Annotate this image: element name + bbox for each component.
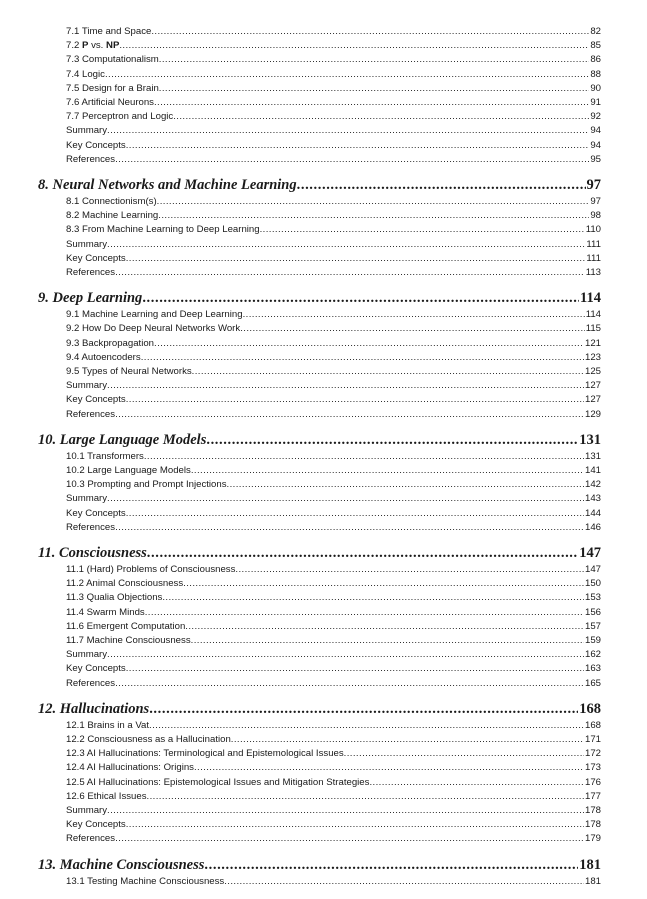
section-title: 8.2 Machine Learning [66, 210, 159, 222]
page-number: 163 [584, 663, 601, 675]
page-number: 147 [579, 545, 601, 561]
page-number: 85 [590, 40, 601, 52]
toc-section-entry[interactable] [66, 634, 601, 648]
dot-leader [144, 450, 584, 464]
dot-leader [162, 591, 584, 605]
toc-chapter-entry[interactable] [38, 699, 601, 719]
section-title: 11.4 Swarm Minds [66, 606, 145, 618]
toc-section-entry[interactable] [66, 195, 601, 209]
dot-leader [151, 25, 589, 39]
toc-section-entry[interactable] [66, 606, 601, 620]
section-title: Key Concepts [66, 394, 126, 406]
page-number: 173 [584, 762, 601, 774]
page-number: 91 [590, 97, 601, 108]
dot-leader [142, 288, 579, 308]
page-number: 179 [584, 833, 601, 845]
dot-leader [206, 430, 578, 450]
page-number: 123 [584, 351, 601, 363]
section-title: 12.2 Consciousness as a Hallucination [66, 734, 231, 745]
page-number: 127 [584, 380, 601, 392]
page-number: 121 [584, 337, 601, 349]
toc-section-entry[interactable] [66, 223, 601, 237]
page-number: 131 [584, 450, 601, 462]
toc-section-entry[interactable] [66, 507, 601, 521]
section-title: 7.6 Artificial Neurons [66, 97, 154, 108]
dot-leader [141, 351, 584, 365]
page-number: 98 [590, 210, 601, 222]
toc-section-entry[interactable] [66, 139, 601, 153]
dot-leader [126, 393, 584, 407]
section-title: References [66, 408, 116, 420]
page-number: 115 [585, 323, 601, 335]
section-title: 7.3 Computationalism [66, 54, 159, 66]
section-title: 12.3 AI Hallucinations: Terminological and Epistemological Issues [66, 748, 344, 760]
toc-section-entry[interactable] [66, 379, 601, 393]
toc-section-entry[interactable] [66, 620, 601, 634]
page-number: 114 [580, 290, 601, 307]
page-number: 111 [586, 252, 601, 264]
chapter-title: 11. Consciousness [38, 545, 147, 561]
dot-leader [158, 209, 589, 223]
dot-leader [107, 492, 584, 506]
toc-section-entry[interactable] [66, 521, 601, 535]
dot-leader [115, 521, 584, 535]
section-title: Summary [66, 493, 108, 505]
section-title: 8.1 Connectionism(s) [66, 196, 157, 207]
toc-section-entry[interactable] [66, 719, 601, 733]
section-title: Summary [66, 805, 108, 816]
section-title: 11.7 Machine Consciousness [66, 635, 191, 646]
page-number: 168 [584, 719, 601, 731]
section-title: 7.2 P vs. NP [66, 40, 120, 52]
page-number: 172 [584, 748, 601, 760]
page-number: 110 [585, 224, 601, 236]
page-number: 114 [585, 309, 601, 321]
dot-leader [224, 875, 584, 889]
section-title: References [66, 267, 116, 278]
toc-section-entry[interactable] [66, 662, 601, 676]
section-title: 12.4 AI Hallucinations: Origins [66, 762, 194, 774]
dot-leader [107, 804, 584, 818]
toc-section-entry[interactable] [66, 563, 601, 577]
toc-section-entry[interactable] [66, 124, 601, 138]
dot-leader [240, 322, 585, 336]
toc-section-entry[interactable] [66, 591, 601, 605]
toc-section-entry[interactable] [66, 53, 601, 67]
page-number: 88 [590, 68, 601, 80]
toc-section-entry[interactable] [66, 818, 601, 832]
section-title: 11.3 Qualia Objections [66, 592, 163, 604]
section-title: 9.4 Autoencoders [66, 351, 141, 363]
dot-leader [191, 464, 584, 478]
section-title: 7.7 Perceptron and Logic [66, 111, 174, 123]
toc-section-entry[interactable] [66, 25, 601, 39]
page-number: 92 [590, 111, 601, 123]
page-number: 142 [584, 479, 601, 491]
section-title: Summary [66, 649, 108, 661]
chapter-title: 9. Deep Learning [38, 290, 143, 307]
page-number: 141 [584, 465, 601, 476]
page-number: 178 [584, 805, 601, 816]
page-number: 90 [590, 82, 601, 94]
page-number: 94 [590, 139, 601, 151]
page-number: 129 [584, 408, 601, 420]
toc-section-entry[interactable] [66, 648, 601, 662]
dot-leader [369, 776, 584, 790]
section-title: 9.2 How Do Deep Neural Networks Work [66, 323, 241, 335]
dot-leader [183, 577, 584, 591]
page-number: 131 [579, 431, 601, 448]
toc-section-entry[interactable] [66, 450, 601, 464]
dot-leader [185, 620, 584, 634]
section-title: Key Concepts [66, 507, 126, 519]
page-number: 95 [590, 153, 601, 165]
toc-section-entry[interactable] [66, 733, 601, 747]
toc-section-entry[interactable] [66, 308, 601, 322]
dot-leader [115, 266, 585, 280]
page-number: 176 [584, 776, 601, 788]
toc-section-entry[interactable] [66, 464, 601, 478]
page-number: 181 [579, 856, 601, 873]
section-title: 13.1 Testing Machine Consciousness [66, 875, 225, 887]
dot-leader [227, 478, 584, 492]
dot-leader [126, 818, 584, 832]
section-title: 7.5 Design for a Brain [66, 82, 159, 94]
page-number: 171 [584, 734, 601, 745]
page-number: 150 [584, 578, 601, 590]
page-number: 97 [590, 196, 601, 207]
section-title: 7.4 Logic [66, 68, 105, 80]
page-number: 82 [590, 26, 601, 37]
dot-leader [126, 507, 584, 521]
page-number: 144 [584, 507, 601, 519]
dot-leader [145, 606, 584, 620]
dot-leader [107, 379, 584, 393]
toc-section-entry[interactable] [66, 747, 601, 761]
page-number: 181 [584, 875, 601, 887]
dot-leader [297, 175, 586, 195]
dot-leader [115, 408, 584, 422]
chapter-title: 13. Machine Consciousness [38, 856, 205, 873]
page-number: 168 [579, 700, 601, 717]
chapter-title: 8. Neural Networks and Machine Learning [38, 177, 297, 193]
toc-chapter-entry[interactable] [38, 543, 601, 563]
toc-section-entry[interactable] [66, 832, 601, 846]
toc-section-entry[interactable] [66, 478, 601, 492]
section-title: References [66, 521, 116, 533]
dot-leader [159, 53, 590, 67]
section-title: Summary [66, 380, 108, 392]
dot-leader [149, 719, 584, 733]
section-title: Key Concepts [66, 139, 126, 151]
section-title: References [66, 153, 116, 165]
toc-section-entry[interactable] [66, 153, 601, 167]
dot-leader [126, 252, 586, 266]
toc-section-entry[interactable] [66, 266, 601, 280]
toc-section-entry[interactable] [66, 110, 601, 124]
section-title: 12.1 Brains in a Vat [66, 719, 150, 731]
page-number: 159 [584, 635, 601, 646]
dot-leader [105, 68, 589, 82]
toc-section-entry[interactable] [66, 804, 601, 818]
dot-leader [115, 153, 589, 167]
section-title: 10.3 Prompting and Prompt Injections [66, 479, 227, 491]
page-number: 178 [584, 819, 601, 831]
page-number: 97 [586, 177, 601, 193]
section-title: 11.1 (Hard) Problems of Consciousness [66, 564, 236, 575]
dot-leader [344, 747, 584, 761]
toc-chapter-entry[interactable] [38, 175, 601, 195]
dot-leader [154, 96, 589, 110]
section-title: 11.2 Animal Consciousness [66, 578, 184, 590]
dot-leader [107, 124, 589, 138]
section-title: Key Concepts [66, 252, 126, 264]
toc-section-entry[interactable] [66, 96, 601, 110]
dot-leader [107, 648, 584, 662]
dot-leader [243, 308, 585, 322]
dot-leader [107, 238, 585, 252]
dot-leader [157, 195, 590, 209]
section-title: References [66, 833, 116, 845]
toc-section-entry[interactable] [66, 761, 601, 775]
section-title: 9.5 Types of Neural Networks [66, 366, 192, 377]
toc-section-entry[interactable] [66, 209, 601, 223]
page-number: 94 [590, 125, 601, 137]
dot-leader [159, 82, 590, 96]
toc-chapter-entry[interactable] [38, 855, 601, 875]
dot-leader [235, 563, 584, 577]
dot-leader [149, 699, 578, 719]
dot-leader [173, 110, 589, 124]
section-title: Summary [66, 125, 108, 137]
toc-section-entry[interactable] [66, 68, 601, 82]
page-number: 86 [590, 54, 601, 66]
section-title: Key Concepts [66, 819, 126, 831]
toc-section-entry[interactable] [66, 408, 601, 422]
toc-section-entry[interactable] [66, 252, 601, 266]
page-number: 157 [584, 620, 601, 632]
dot-leader [119, 39, 589, 53]
section-title: 9.3 Backpropagation [66, 337, 155, 349]
section-title: 10.2 Large Language Models [66, 465, 191, 476]
page-number: 156 [584, 606, 601, 618]
dot-leader [115, 677, 584, 691]
dot-leader [147, 543, 578, 563]
toc-section-entry[interactable] [66, 790, 601, 804]
toc-section-entry[interactable] [66, 82, 601, 96]
chapter-title: 10. Large Language Models [38, 431, 207, 448]
dot-leader [126, 662, 584, 676]
section-title: Key Concepts [66, 663, 126, 675]
toc-section-entry[interactable] [66, 365, 601, 379]
dot-leader [154, 337, 584, 351]
toc-section-entry[interactable] [66, 39, 601, 53]
dot-leader [191, 634, 584, 648]
section-title: 12.6 Ethical Issues [66, 790, 147, 802]
dot-leader [126, 139, 590, 153]
toc-section-entry[interactable] [66, 776, 601, 790]
toc-section-entry[interactable] [66, 238, 601, 252]
toc-chapter-entry[interactable] [38, 430, 601, 450]
page-number: 111 [586, 238, 601, 250]
page-number: 165 [584, 677, 601, 689]
page-number: 125 [584, 366, 601, 377]
page-number: 146 [584, 521, 601, 533]
toc-chapter-entry[interactable] [38, 288, 601, 308]
toc-section-entry[interactable] [66, 337, 601, 351]
page-number: 143 [584, 493, 601, 505]
page-number: 147 [584, 564, 601, 575]
page-number: 127 [584, 394, 601, 406]
toc-section-entry[interactable] [66, 875, 601, 889]
toc-section-entry[interactable] [66, 322, 601, 336]
section-title: 9.1 Machine Learning and Deep Learning [66, 309, 243, 321]
toc-section-entry[interactable] [66, 393, 601, 407]
toc-section-entry[interactable] [66, 677, 601, 691]
toc-section-entry[interactable] [66, 577, 601, 591]
section-title: Summary [66, 238, 108, 250]
section-title: 8.3 From Machine Learning to Deep Learning [66, 224, 260, 236]
section-title: 7.1 Time and Space [66, 26, 152, 37]
dot-leader [115, 832, 584, 846]
dot-leader [231, 733, 584, 747]
section-title: References [66, 677, 116, 689]
dot-leader [194, 761, 584, 775]
dot-leader [260, 223, 585, 237]
section-title: 12.5 AI Hallucinations: Epistemological Issues and Mitigation Strategies [66, 776, 370, 788]
chapter-title: 12. Hallucinations [38, 700, 150, 717]
page-number: 153 [584, 592, 601, 604]
section-title: 10.1 Transformers [66, 450, 144, 462]
page-number: 162 [584, 649, 601, 661]
section-title: 11.6 Emergent Computation [66, 620, 186, 632]
toc-section-entry[interactable] [66, 492, 601, 506]
dot-leader [192, 365, 584, 379]
toc-section-entry[interactable] [66, 351, 601, 365]
dot-leader [147, 790, 584, 804]
page-number: 177 [584, 790, 601, 802]
dot-leader [204, 855, 578, 875]
page-number: 113 [585, 267, 601, 278]
